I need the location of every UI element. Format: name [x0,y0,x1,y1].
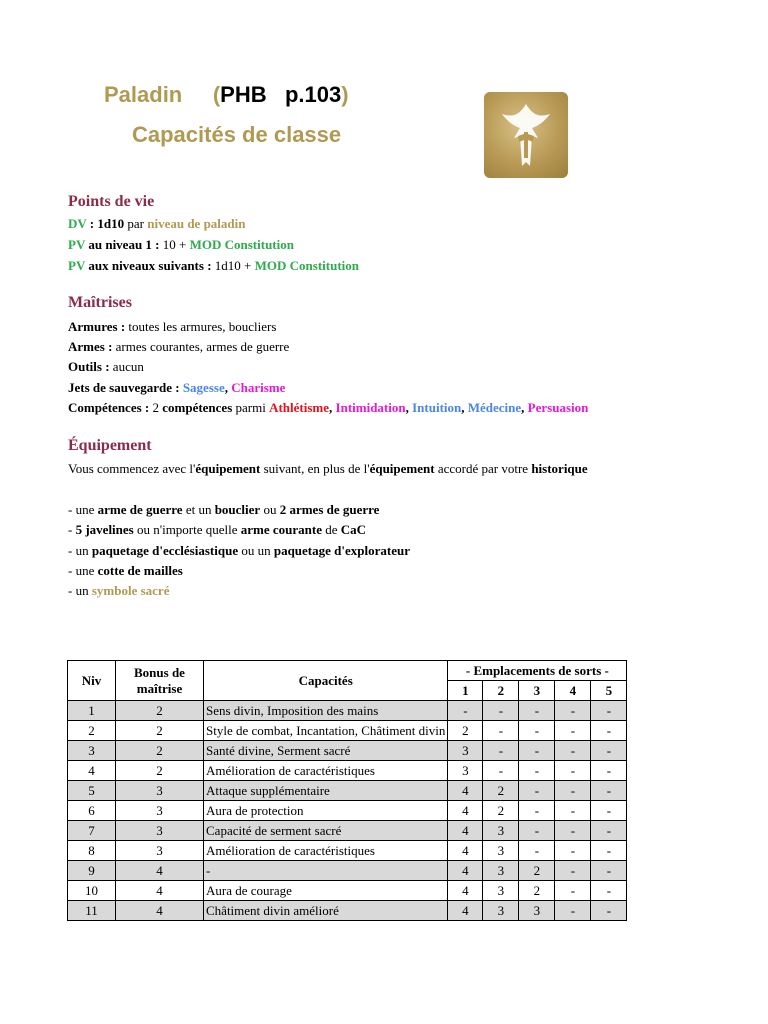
intro-1: Vous commencez avec l' [68,461,196,476]
table-cell-s2: 3 [483,841,519,861]
intro-3: suivant, en plus de l' [260,461,370,476]
table-cell-s4: - [555,881,591,901]
comma: , [461,400,468,415]
table-cell-s4: - [555,781,591,801]
table-cell-niv: 9 [68,861,116,881]
table-cell-niv: 3 [68,741,116,761]
table-cell-capacites: Amélioration de caractéristiques [204,841,448,861]
intro-6: historique [531,461,588,476]
table-cell-niv: 2 [68,721,116,741]
text-bold: paquetage d'ecclésiastique [91,543,239,558]
table-cell-capacites: Aura de courage [204,881,448,901]
skill-medecine: Médecine [467,400,522,415]
equipment-item [68,543,410,559]
sauvegarde-label: Jets de sauvegarde : [68,380,183,395]
table-cell-capacites: Amélioration de caractéristiques [204,761,448,781]
table-cell-niv: 6 [68,801,116,821]
section-heading-equipement: Équipement [68,437,152,454]
text-bold: bouclier [214,502,261,517]
page-subtitle: Capacités de classe [132,122,342,147]
table-cell-s2: - [483,701,519,721]
table-cell-bonus: 2 [116,741,204,761]
skill-persuasion: Persuasion [527,400,589,415]
ref-close: ) [341,82,349,107]
table-cell-capacites: Santé divine, Serment sacré [204,741,448,761]
text-bold: 5 javelines [75,522,134,537]
table-cell-niv: 10 [68,881,116,901]
table-cell-bonus: 2 [116,701,204,721]
dv-par: par [124,216,148,231]
header-capacites: Capacités [204,661,448,701]
armes-value: armes courantes, armes de guerre [115,339,290,354]
armures-value: toutes les armures, boucliers [128,319,277,334]
pv2-label: PV [68,258,86,273]
table-cell-s1: 4 [448,821,483,841]
table-cell-s4: - [555,801,591,821]
table-cell-s3: 2 [519,861,555,881]
table-cell-s5: - [591,821,627,841]
table-cell-niv: 4 [68,761,116,781]
table-row [68,701,627,721]
table-cell-bonus: 2 [116,761,204,781]
text: ou n'importe quelle [133,522,241,537]
table-cell-s1: 4 [448,901,483,921]
pv2-mod: MOD Constitution [254,258,359,273]
table-cell-bonus: 4 [116,861,204,881]
table-row [68,901,627,921]
table-cell-s2: 3 [483,861,519,881]
table-cell-s3: 3 [519,901,555,921]
text: - une [68,502,98,517]
equipment-item [68,563,183,579]
text: - un [68,543,92,558]
table-row [68,881,627,901]
header-slot: 5 [591,681,627,701]
armor-line [68,319,276,335]
pv1-value: 10 + [162,237,190,252]
skill-intuition: Intuition [412,400,462,415]
equipment-item [68,583,169,599]
table-cell-capacites: - [204,861,448,881]
table-row [68,781,627,801]
ref-book: PHB [220,82,267,107]
table-cell-niv: 5 [68,781,116,801]
table-cell-niv: 1 [68,701,116,721]
table-cell-s2: - [483,761,519,781]
table-cell-s2: 2 [483,781,519,801]
table-cell-s4: - [555,821,591,841]
pv1-text: au niveau 1 : [85,237,163,252]
pv2-value: 1d10 + [214,258,255,273]
table-cell-bonus: 3 [116,841,204,861]
table-cell-s1: 4 [448,861,483,881]
table-cell-s1: 4 [448,881,483,901]
header-bonus: Bonus de maîtrise [116,661,204,701]
ref-open: ( [212,82,221,107]
header-slot: 1 [448,681,483,701]
table-cell-s3: 2 [519,881,555,901]
text: - une [68,563,98,578]
header-emplacements: - Emplacements de sorts - [448,661,627,681]
table-cell-s5: - [591,861,627,881]
sauvegarde-sagesse: Sagesse [182,380,225,395]
intro-2: équipement [195,461,261,476]
dv-value: 1d10 [97,216,125,231]
table-cell-s1: 4 [448,801,483,821]
skills-line [68,400,624,416]
table-cell-s1: 3 [448,741,483,761]
table-cell-s3: - [519,781,555,801]
section-heading-points-de-vie: Points de vie [68,193,155,210]
skill-athletisme: Athlétisme [269,400,330,415]
comma: , [329,400,336,415]
table-cell-bonus: 4 [116,881,204,901]
table-cell-s4: - [555,721,591,741]
text: - un [68,583,92,598]
text: ou un [238,543,274,558]
table-cell-s5: - [591,721,627,741]
table-cell-s3: - [519,841,555,861]
table-cell-s5: - [591,781,627,801]
text-gold: symbole sacré [91,583,170,598]
table-cell-s5: - [591,841,627,861]
text-bold: CaC [340,522,367,537]
comma: , [521,400,528,415]
table-cell-s2: 2 [483,801,519,821]
text: et un [182,502,215,517]
table-cell-s3: - [519,701,555,721]
competences-word: compétences [162,400,233,415]
intro-4: équipement [369,461,435,476]
table-cell-s5: - [591,741,627,761]
saving-throws-line [68,380,285,396]
competences-num: 2 [152,400,163,415]
text-bold: 2 armes de guerre [279,502,380,517]
table-cell-capacites: Sens divin, Imposition des mains [204,701,448,721]
equipment-item [68,502,379,518]
table-cell-s1: 4 [448,841,483,861]
table-cell-s4: - [555,901,591,921]
table-cell-capacites: Châtiment divin amélioré [204,901,448,921]
text-bold: arme de guerre [97,502,183,517]
hit-dice-line [68,216,246,232]
text-bold: arme courante [240,522,322,537]
table-cell-s3: - [519,741,555,761]
armures-label: Armures : [68,319,129,334]
pv1-mod: MOD Constitution [189,237,294,252]
table-cell-s2: 3 [483,901,519,921]
text-bold: cotte de mailles [97,563,183,578]
table-body [68,661,627,921]
sauvegarde-sep: , [224,380,232,395]
page-title [104,82,349,108]
table-cell-s2: 3 [483,821,519,841]
table-cell-s5: - [591,761,627,781]
equipment-item [68,522,366,538]
table-cell-bonus: 3 [116,781,204,801]
ref-page: p.103 [284,82,342,107]
table-cell-s2: - [483,721,519,741]
table-cell-s2: 3 [483,881,519,901]
competences-parmi: parmi [232,400,270,415]
outils-value: aucun [112,359,144,374]
dv-ref: niveau de paladin [147,216,246,231]
skill-intimidation: Intimidation [335,400,406,415]
table-cell-bonus: 3 [116,821,204,841]
table-row [68,861,627,881]
table-cell-s4: - [555,741,591,761]
hp-level1-line [68,237,294,253]
table-cell-s1: - [448,701,483,721]
class-name: Paladin [104,82,183,107]
table-row [68,721,627,741]
dv-label: DV [68,216,87,231]
weapons-line [68,339,289,355]
sauvegarde-charisme: Charisme [231,380,286,395]
table-cell-capacites: Attaque supplémentaire [204,781,448,801]
table-cell-s1: 4 [448,781,483,801]
competences-label: Compétences : [68,400,153,415]
paladin-helmet-emblem-icon [484,92,568,178]
table-cell-s1: 3 [448,761,483,781]
table-cell-s5: - [591,901,627,921]
table-header-row [68,661,627,681]
hp-next-levels-line [68,258,359,274]
table-cell-s4: - [555,701,591,721]
table-cell-capacites: Style de combat, Incantation, Châtiment divin [204,721,448,741]
table-row [68,841,627,861]
section-heading-maitrises: Maîtrises [68,294,132,311]
table-cell-s4: - [555,761,591,781]
table-cell-bonus: 3 [116,801,204,821]
outils-label: Outils : [68,359,113,374]
table-cell-s5: - [591,801,627,821]
equipment-intro [68,461,624,477]
table-cell-s4: - [555,861,591,881]
table-cell-niv: 8 [68,841,116,861]
header-niv: Niv [68,661,116,701]
table-cell-s5: - [591,881,627,901]
table-cell-capacites: Capacité de serment sacré [204,821,448,841]
table-cell-s2: - [483,741,519,761]
table-cell-s5: - [591,701,627,721]
dv-sep: : [86,216,98,231]
table-cell-bonus: 4 [116,901,204,921]
pv1-label: PV [68,237,86,252]
class-features-table [67,660,627,921]
table-cell-s3: - [519,801,555,821]
header-slot: 3 [519,681,555,701]
table-row [68,741,627,761]
table-cell-s3: - [519,721,555,741]
table-cell-niv: 11 [68,901,116,921]
tools-line [68,359,144,375]
armes-label: Armes : [68,339,116,354]
comma: , [405,400,413,415]
text: - [68,522,76,537]
table-row [68,761,627,781]
table-cell-s4: - [555,841,591,861]
header-slot: 2 [483,681,519,701]
table-cell-bonus: 2 [116,721,204,741]
table-cell-s3: - [519,761,555,781]
text: ou [260,502,280,517]
text-bold: paquetage d'explorateur [273,543,410,558]
table-cell-s3: - [519,821,555,841]
pv2-text: aux niveaux suivants : [85,258,215,273]
table-cell-s1: 2 [448,721,483,741]
header-slot: 4 [555,681,591,701]
text: de [322,522,341,537]
table-cell-niv: 7 [68,821,116,841]
table-row [68,801,627,821]
intro-5: accordé par votre [434,461,532,476]
table-row [68,821,627,841]
table-cell-capacites: Aura de protection [204,801,448,821]
